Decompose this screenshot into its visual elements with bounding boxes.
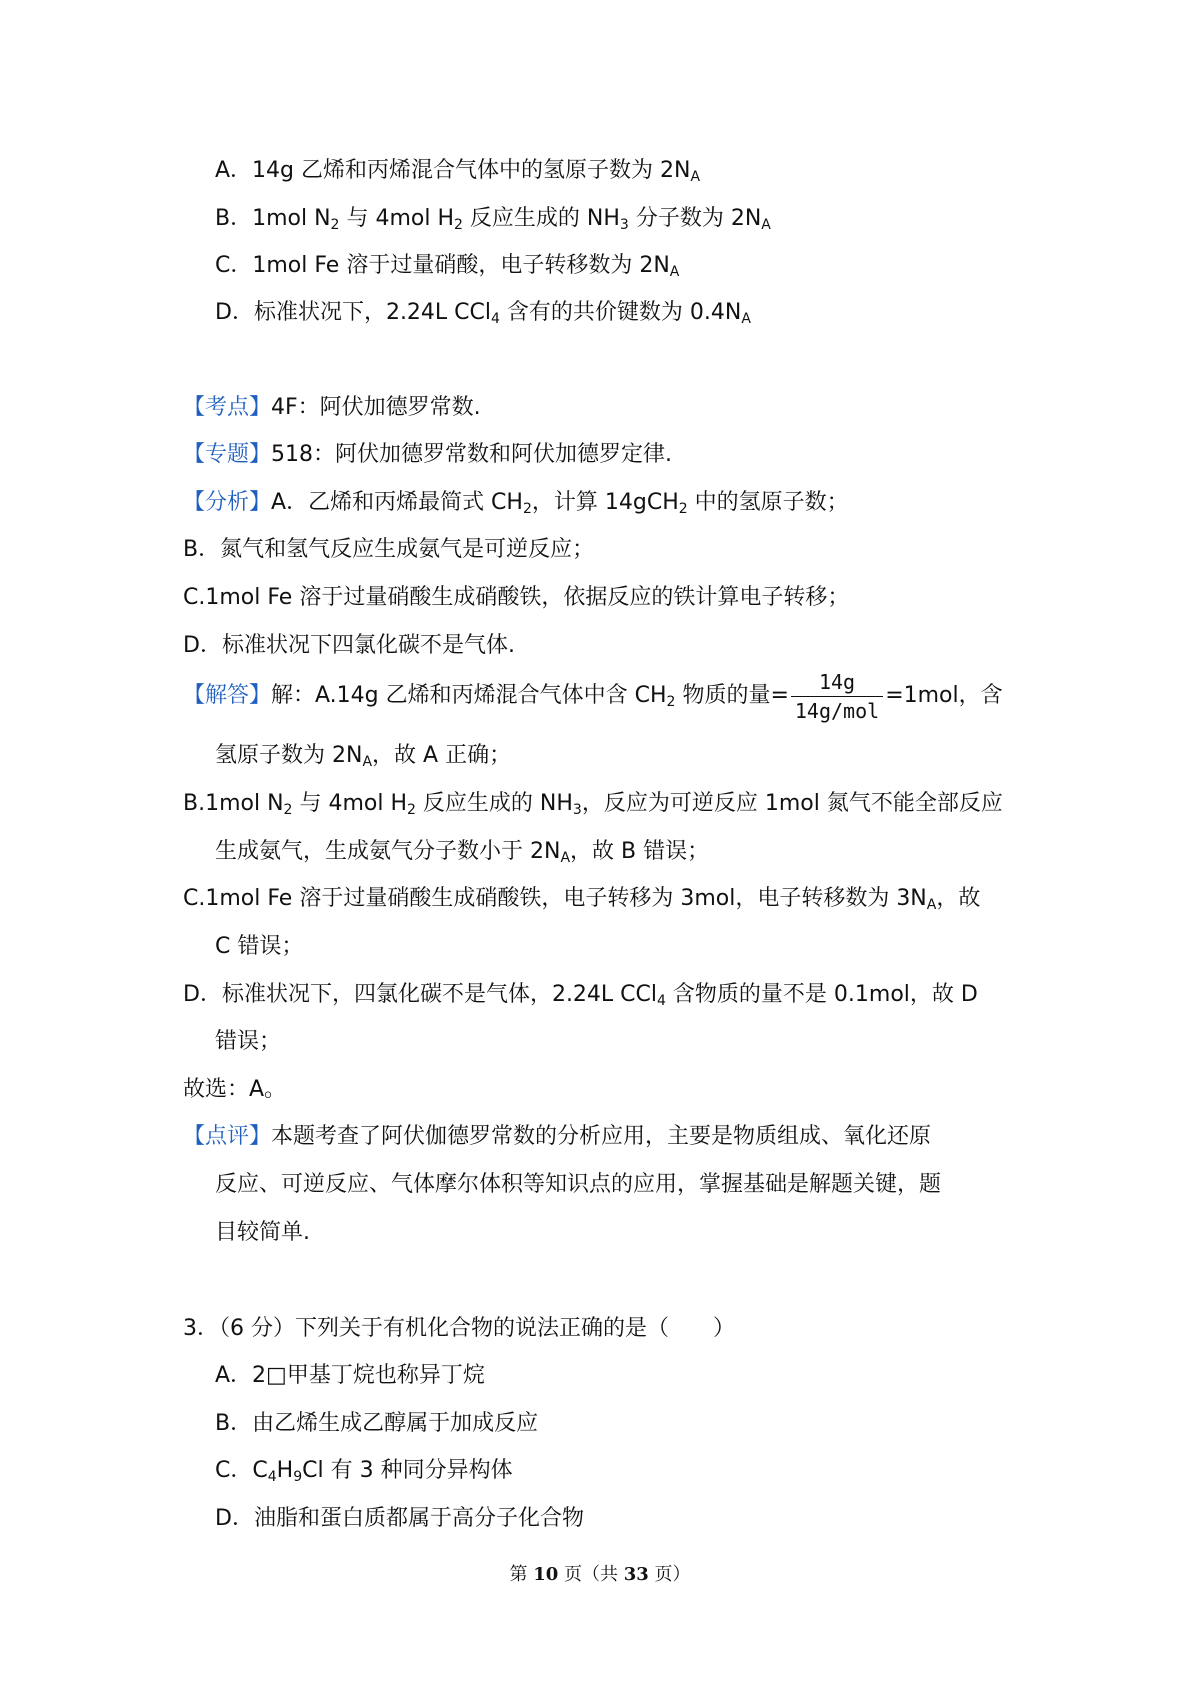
q2-option-b: B．1mol $N_2$ 与 4mol $H_2$ 反应生成的 $NH_3$ 分子数为 $2N_A$	[215, 206, 771, 233]
jieda-line-b2: 生成氨气，生成氨气分子数小于 $2N_A$，故 B 错误；	[215, 839, 710, 866]
fenxi-line-b: B．氮气和氢气反应生成氨气是可逆反应；	[183, 537, 595, 562]
zhuanti-line: 【专题】518：阿伏加德罗常数和阿伏加德罗定律.	[183, 442, 673, 467]
jieda-line-c1: C.1mol Fe 溶于过量硝酸生成硝酸铁，电子转移为 3mol，电子转移数为 $3N_A$，故	[183, 886, 981, 913]
jieda-line-d1: D．标准状况下，四氯化碳不是气体，2.24L CCl$_4$ 含物质的量不是 0.1mol，故 D	[183, 982, 978, 1009]
fenxi-line-a: 【分析】A．乙烯和丙烯最简式 $CH_2$，计算 14gCH$_2$ 中的氢原子数；	[183, 490, 849, 517]
answer-line: 故选：A。	[183, 1077, 287, 1102]
jieda-line-a2: 氢原子数为 $2N_A$，故 A 正确；	[215, 743, 512, 770]
dianping-tag: 【点评】	[183, 1124, 272, 1149]
kaodian-tag: 【考点】	[183, 395, 272, 420]
page-footer: 第 10 页（共 33 页）	[509, 1564, 691, 1585]
jieda-line-a1: 【解答】解：A.14g 乙烯和丙烯混合气体中含 $CH_2$ 物质的量= $\frac{14g}{\text{14g/mol}}$ =1mol，含	[183, 669, 1003, 723]
zhuanti-tag: 【专题】	[183, 442, 272, 467]
q2-option-d: D．标准状况下，2.24L CCl$_4$ 含有的共价键数为 $0.4N_A$	[215, 300, 751, 327]
dianping-line-2: 反应、可逆反应、气体摩尔体积等知识点的应用，掌握基础是解题关键，题	[215, 1172, 942, 1197]
mole-fraction: $\frac{14g}{\text{14g/mol}}$	[791, 669, 883, 724]
q3-stem: 3．（6 分）下列关于有机化合物的说法正确的是（ ）	[183, 1316, 735, 1341]
fenxi-tag: 【分析】	[183, 490, 272, 515]
q3-option-d: D．油脂和蛋白质都属于高分子化合物	[215, 1506, 584, 1531]
q3-option-c: C．$C_4H_9Cl$ 有 3 种同分异构体	[215, 1458, 513, 1485]
jieda-tag: 【解答】	[183, 683, 272, 708]
page-number: 10	[533, 1564, 559, 1585]
kaodian-line: 【考点】4F：阿伏加德罗常数.	[183, 395, 481, 420]
q3-option-b: B．由乙烯生成乙醇属于加成反应	[215, 1411, 539, 1436]
fenxi-line-c: C.1mol Fe 溶于过量硝酸生成硝酸铁，依据反应的铁计算电子转移；	[183, 585, 850, 610]
page-total: 33	[623, 1564, 649, 1585]
q3-option-a: A．2□甲基丁烷也称异丁烷	[215, 1363, 485, 1388]
q2-option-a: A．14g 乙烯和丙烯混合气体中的氢原子数为 $2N_A$	[215, 158, 701, 185]
q2-option-c: C．1mol Fe 溶于过量硝酸，电子转移数为 $2N_A$	[215, 253, 680, 280]
jieda-line-d2: 错误；	[215, 1029, 282, 1054]
dianping-line-1: 【点评】本题考查了阿伏伽德罗常数的分析应用，主要是物质组成、氧化还原	[183, 1124, 932, 1149]
jieda-line-b1: B.1mol $N_2$ 与 4mol $H_2$ 反应生成的 $NH_3$，反应为可逆反应 1mol 氮气不能全部反应	[183, 791, 1003, 818]
jieda-line-c2: C 错误；	[215, 934, 304, 959]
fenxi-line-d: D．标准状况下四氯化碳不是气体.	[183, 633, 515, 658]
dianping-line-3: 目较简单.	[215, 1220, 310, 1245]
